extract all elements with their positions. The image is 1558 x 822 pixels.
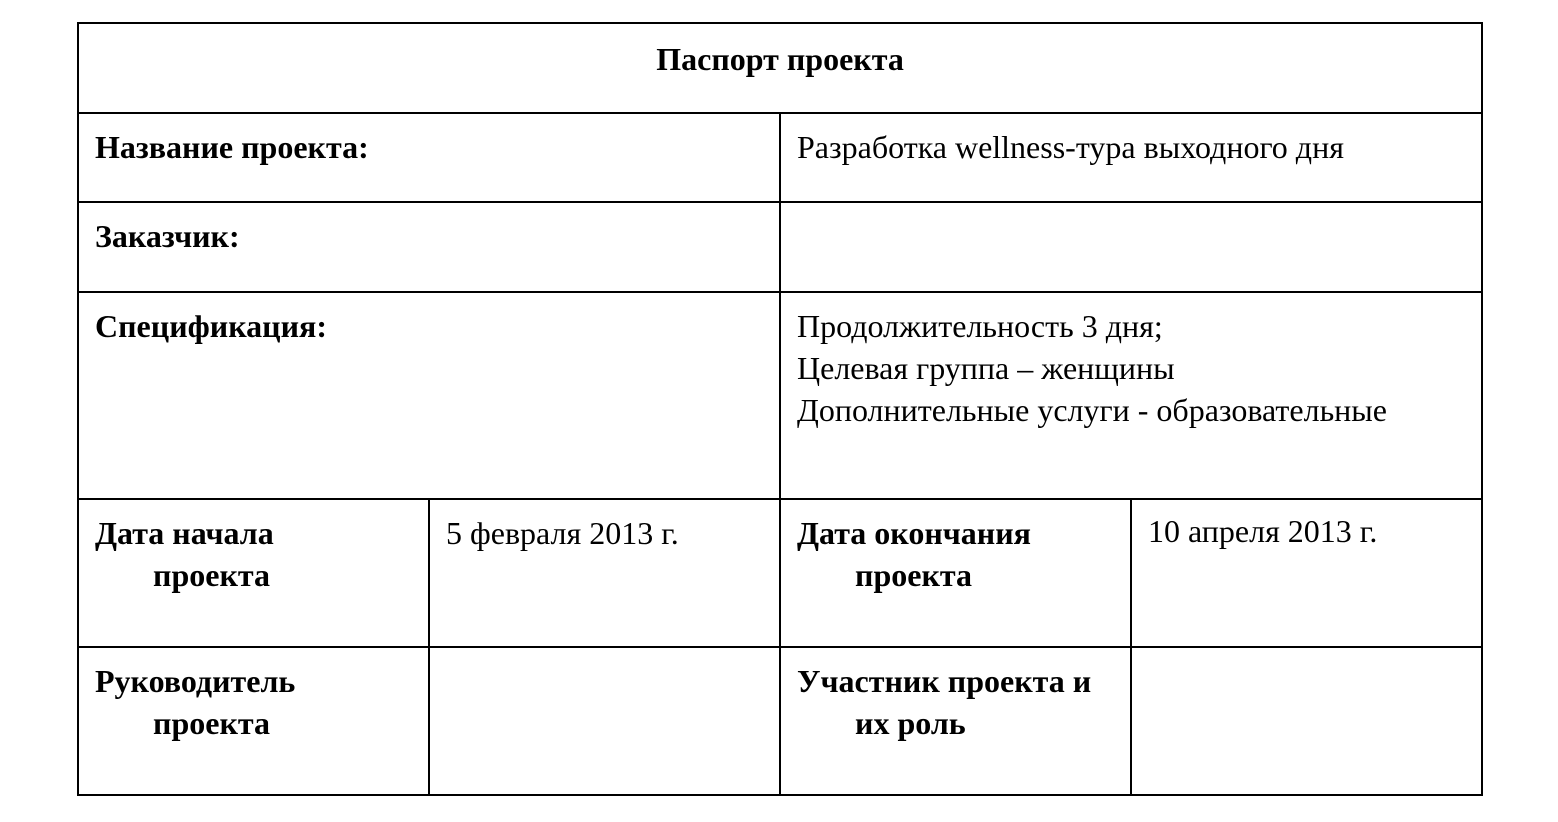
manager-value-cell — [429, 647, 780, 795]
title-row — [78, 23, 1482, 113]
customer-row — [78, 202, 1482, 292]
manager-label — [79, 648, 428, 744]
project-name-label: Название проекта: — [95, 129, 369, 165]
end-date-label-line1: Дата окончания — [797, 515, 1031, 551]
participants-label-line1: Участник проекта и — [797, 663, 1092, 699]
specification-value — [781, 293, 1481, 431]
specification-value-cell — [780, 292, 1482, 499]
start-date-label-line2: проекта — [153, 557, 270, 593]
participants-value — [1132, 648, 1481, 660]
project-name-value: Разработка wellness-тура выходного дня — [797, 129, 1344, 165]
manager-value — [430, 648, 779, 660]
project-passport-table — [77, 22, 1483, 796]
specification-label-cell — [78, 292, 780, 499]
start-date-label-cell — [78, 499, 429, 647]
specification-line: Дополнительные услуги - образовательные — [797, 392, 1387, 428]
customer-value-cell — [780, 202, 1482, 292]
participants-label-line2: их роль — [855, 705, 966, 741]
start-date-value: 5 февраля 2013 г. — [446, 515, 679, 551]
start-date-label — [79, 500, 428, 596]
project-name-row — [78, 113, 1482, 202]
customer-label-cell — [78, 202, 780, 292]
project-name-value-cell — [780, 113, 1482, 202]
specification-label: Спецификация: — [95, 308, 327, 344]
end-date-label-cell — [780, 499, 1131, 647]
start-date-label-line1: Дата начала — [95, 515, 274, 551]
dates-row — [78, 499, 1482, 647]
specification-row — [78, 292, 1482, 499]
passport-title: Паспорт проекта — [656, 41, 904, 77]
manager-label-line1: Руководитель — [95, 663, 296, 699]
participants-label — [781, 648, 1130, 744]
end-date-value: 10 апреля 2013 г. — [1148, 513, 1378, 549]
manager-label-cell — [78, 647, 429, 795]
people-row — [78, 647, 1482, 795]
specification-line: Целевая группа – женщины — [797, 350, 1175, 386]
specification-line: Продолжительность 3 дня; — [797, 308, 1163, 344]
start-date-value-cell — [429, 499, 780, 647]
end-date-label-line2: проекта — [855, 557, 972, 593]
end-date-label — [781, 500, 1130, 596]
manager-label-line2: проекта — [153, 705, 270, 741]
customer-value — [781, 203, 1481, 215]
participants-label-cell — [780, 647, 1131, 795]
participants-value-cell — [1131, 647, 1482, 795]
passport-title-cell — [78, 23, 1482, 113]
customer-label: Заказчик: — [95, 218, 240, 254]
end-date-value-cell — [1131, 499, 1482, 647]
project-name-label-cell — [78, 113, 780, 202]
